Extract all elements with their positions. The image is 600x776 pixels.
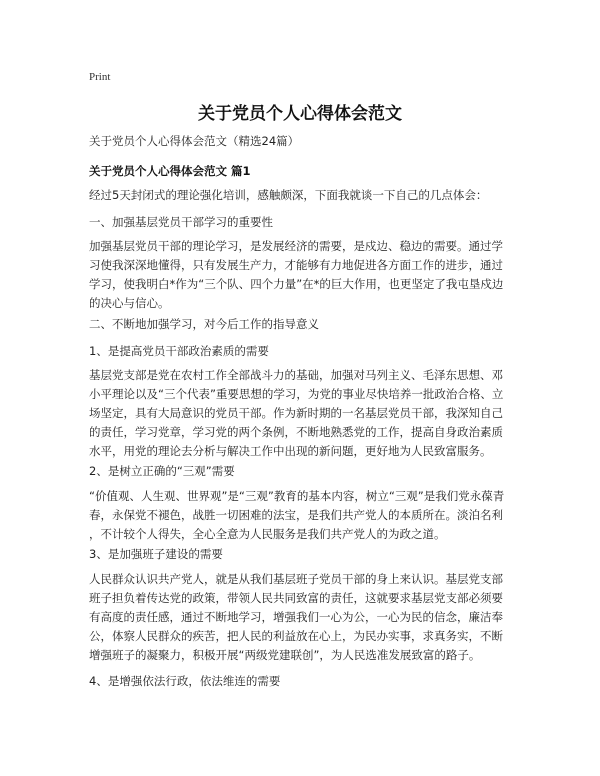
heading-2-3: 3、是加强班子建设的需要 xyxy=(89,547,223,561)
paragraph-line: 人民群众认识共产党人，就是从我们基层班子党员干部的身上来认识。基层党支部 xyxy=(89,572,503,586)
paragraph-line: 的决心与信心。 xyxy=(89,296,170,310)
document-title: 关于党员个人心得体会范文 xyxy=(198,104,402,124)
paragraph-1 xyxy=(89,237,519,313)
paragraph-line: 小平理论以及“三个代表”重要思想的学习，为党的事业尽快培养一批政治合格、立 xyxy=(89,387,504,401)
intro-paragraph: 经过5天封闭式的理论强化培训，感触颇深，下面我就谈一下自己的几点体会： xyxy=(89,188,488,202)
paragraph-4 xyxy=(89,570,519,665)
paragraph-3 xyxy=(89,487,519,544)
paragraph-line: 水平，用党的理论去分析与解决工作中出现的新问题，更好地为人民致富服务。 xyxy=(89,444,492,458)
paragraph-line: 增强班子的凝聚力，积极开展“两级党建联创”，为人民选准发展致富的路子。 xyxy=(89,648,481,662)
paragraph-line: “价值观、人生观、世界观”是“三观”教育的基本内容，树立“三观”是我们党永葆青 xyxy=(89,489,505,503)
print-label: Print xyxy=(89,71,111,83)
section-title: 关于党员个人心得体会范文 篇1 xyxy=(89,164,251,178)
heading-1: 一、加强基层党员干部学习的重要性 xyxy=(89,215,273,229)
paragraph-line: ，不计较个人得失，全心全意为人民服务是我们共产党人的为政之道。 xyxy=(89,527,446,541)
heading-2: 二、不断地加强学习，对今后工作的指导意义 xyxy=(89,317,319,331)
paragraph-line: 公，体察人民群众的疾苦，把人民的利益放在心上，为民办实事，求真务实，不断 xyxy=(89,629,503,643)
paragraph-line: 春，永保党不褪色，战胜一切困难的法宝，是我们共产党人的本质所在。淡泊名利 xyxy=(89,508,503,522)
paragraph-2 xyxy=(89,366,519,461)
paragraph-line: 习使我深深地懂得，只有发展生产力，才能够有力地促进各方面工作的进步，通过 xyxy=(89,258,503,272)
paragraph-line: 基层党支部是党在农村工作全部战斗力的基础，加强对马列主义、毛泽东思想、邓 xyxy=(89,368,503,382)
paragraph-line: 有高度的责任感，通过不断地学习，增强我们一心为公，一心为民的信念，廉洁奉 xyxy=(89,610,503,624)
paragraph-line: 的责任，学习党章，学习党的两个条例，不断地熟悉党的工作，提高自身政治素质 xyxy=(89,425,503,439)
paragraph-line: 班子担负着传达党的政策，带领人民共同致富的责任，这就要求基层党支部必须要 xyxy=(89,591,503,605)
paragraph-line: 加强基层党员干部的理论学习，是发展经济的需要，是戍边、稳边的需要。通过学 xyxy=(89,239,503,253)
heading-2-2: 2、是树立正确的“三观”需要 xyxy=(89,464,235,478)
heading-2-4: 4、是增强依法行政，依法维连的需要 xyxy=(89,674,281,688)
paragraph-line: 场坚定，具有大局意识的党员干部。作为新时期的一名基层党员干部，我深知自己 xyxy=(89,406,503,420)
heading-2-1: 1、是提高党员干部政治素质的需要 xyxy=(89,344,269,358)
paragraph-line: 学习，使我明白*作为“三个队、四个力量”在*的巨大作用，也更坚定了我屯垦戍边 xyxy=(89,277,504,291)
document-subtitle: 关于党员个人心得体会范文（精选24篇） xyxy=(89,134,300,148)
